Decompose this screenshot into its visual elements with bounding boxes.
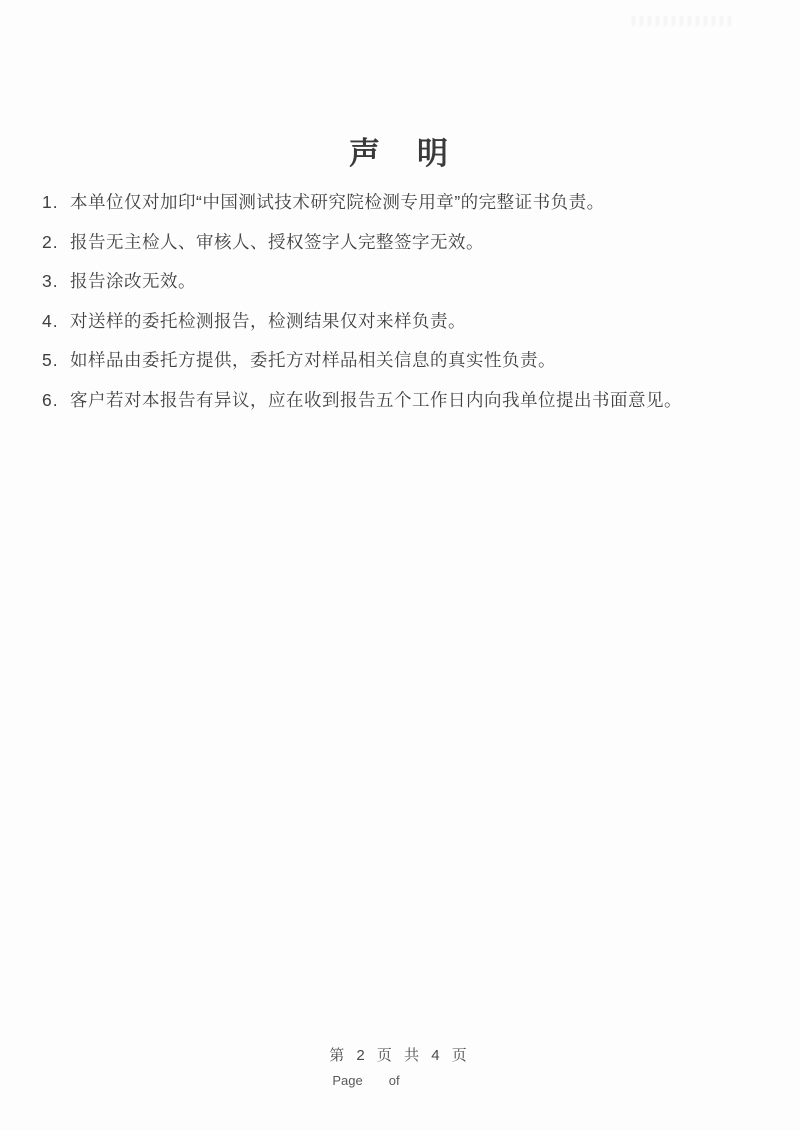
- scan-artifact: [632, 16, 736, 26]
- item-text: 本单位仅对加印“中国测试技术研究院检测专用章”的完整证书负责。: [70, 192, 605, 212]
- declaration-item: [42, 308, 760, 334]
- footer-of-label: of: [388, 1073, 400, 1088]
- item-text: 客户若对本报告有异议，应在收到报告五个工作日内向我单位提出书面意见。: [70, 389, 682, 410]
- item-text: 报告无主检人、审核人、授权签字人完整签字无效。: [70, 231, 484, 252]
- item-text: 如样品由委托方提供，委托方对样品相关信息的真实性负责。: [70, 350, 556, 370]
- item-number: 2.: [42, 231, 59, 252]
- item-number: 4.: [42, 310, 59, 331]
- item-number: 5.: [42, 350, 59, 370]
- page-title: 声 明: [349, 136, 451, 171]
- footer-page-indicator-zh: 第 2 页 共 4 页: [329, 1047, 471, 1064]
- item-number: 6.: [42, 389, 59, 410]
- declaration-item: [42, 268, 760, 294]
- declaration-item: [42, 189, 760, 215]
- item-text: 报告涂改无效。: [70, 271, 196, 291]
- footer-page-label: Page: [332, 1073, 363, 1088]
- item-number: 1.: [42, 192, 59, 212]
- footer-page-indicator-en: [0, 1073, 800, 1088]
- item-number: 3.: [42, 271, 59, 291]
- declaration-item: [42, 229, 760, 255]
- item-text: 对送样的委托检测报告，检测结果仅对来样负责。: [70, 310, 466, 331]
- declaration-list: [42, 189, 760, 426]
- declaration-item: [42, 387, 760, 413]
- declaration-item: [42, 347, 760, 373]
